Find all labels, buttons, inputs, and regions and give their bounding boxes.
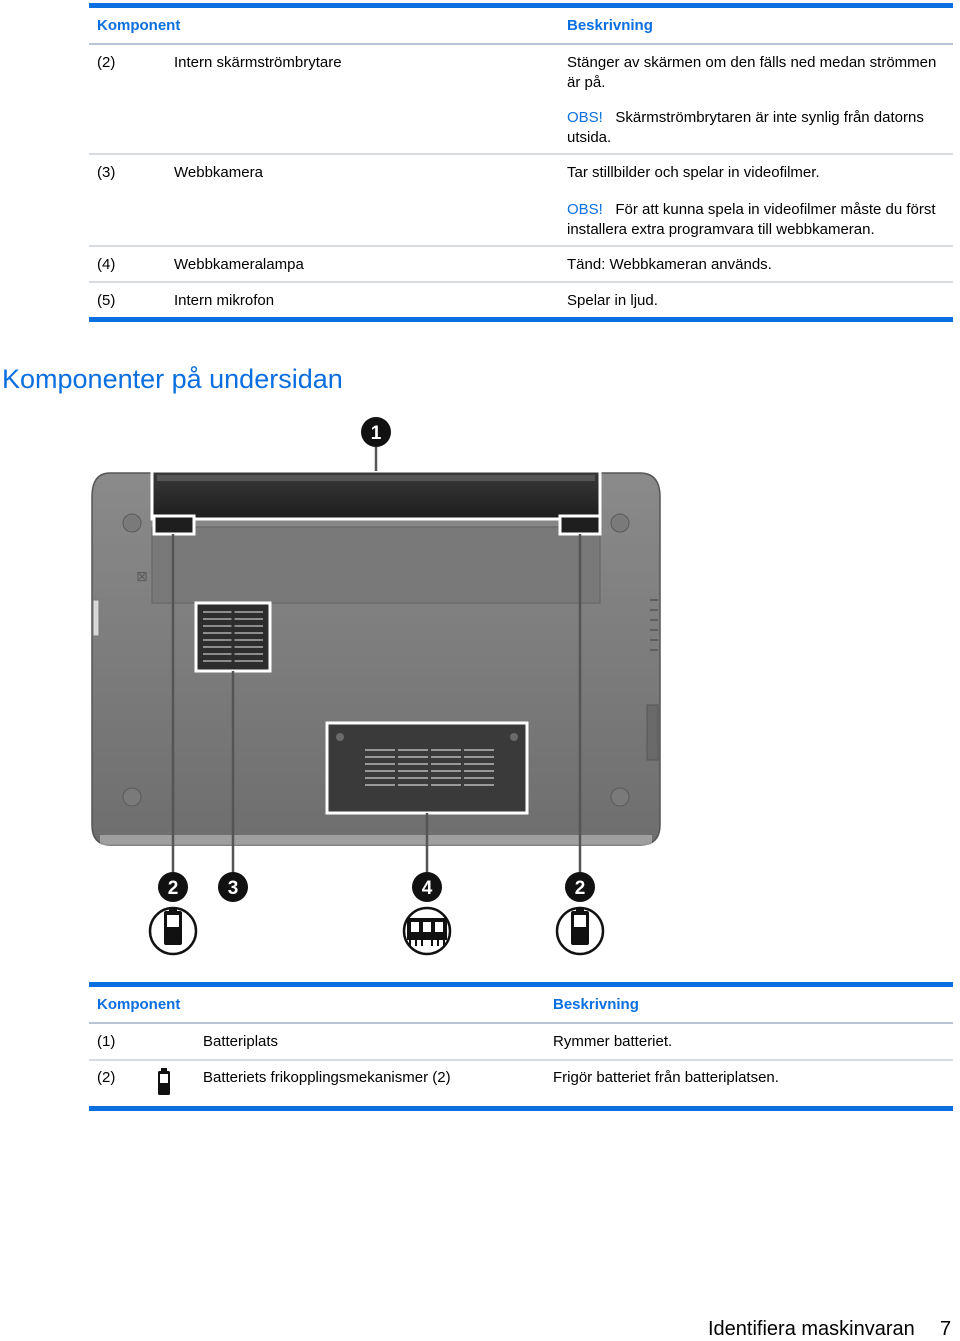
memory-compartment — [327, 723, 527, 813]
components-table-bottom — [89, 982, 953, 1117]
footer-page-number: 7 — [940, 1318, 952, 1340]
callout-3-label: 3 — [227, 878, 239, 899]
component-name: Intern skärmströmbrytare — [174, 54, 342, 71]
callout-2-left-label: 2 — [167, 878, 179, 899]
note-text: För att kunna spela in videofilmer måste du först installera extra programvara till webbkameran. — [567, 201, 936, 238]
component-description: Frigör batteriet från batteriplatsen. — [553, 1069, 779, 1086]
component-description: Stänger av skärmen om den fälls ned medan strömmen är på. — [567, 54, 937, 91]
row-number: (5) — [97, 292, 116, 309]
laptop-underside-diagram — [0, 405, 960, 960]
component-description: Rymmer batteriet. — [553, 1033, 673, 1050]
battery-icon — [157, 1068, 171, 1096]
svg-text:⊠: ⊠ — [136, 569, 148, 585]
component-name: Intern mikrofon — [174, 292, 275, 309]
callout-2-right-label: 2 — [574, 878, 586, 899]
row-number: (2) — [97, 1069, 116, 1086]
battery-release-latch-left — [154, 516, 194, 534]
component-note — [567, 108, 952, 148]
header-divider — [89, 1022, 953, 1024]
callout-1 — [361, 417, 391, 447]
components-table-top — [89, 3, 953, 325]
callout-4-label: 4 — [421, 878, 433, 899]
table-top-border — [89, 3, 953, 8]
column-header-component: Komponent — [97, 996, 181, 1013]
row-number: (1) — [97, 1033, 116, 1050]
row-divider — [89, 245, 953, 247]
component-name: Webbkamera — [174, 164, 263, 181]
row-divider — [89, 281, 953, 283]
callout-2-left — [158, 872, 188, 902]
callout-3 — [218, 872, 248, 902]
row-number: (3) — [97, 164, 116, 181]
component-description: Spelar in ljud. — [567, 292, 658, 309]
note-label: OBS! — [567, 201, 603, 218]
table-bottom-border — [89, 317, 953, 322]
battery-icon — [150, 907, 196, 954]
component-name: Batteriplats — [203, 1033, 279, 1050]
memory-icon — [404, 908, 450, 954]
header-divider — [89, 43, 953, 45]
row-number: (2) — [97, 54, 116, 71]
component-name: Webbkameralampa — [174, 256, 304, 273]
row-divider — [89, 1059, 953, 1061]
callout-1-label: 1 — [370, 423, 382, 444]
section-title: Komponenter på undersidan — [2, 364, 343, 394]
table-top-border — [89, 982, 953, 987]
component-note — [567, 200, 952, 240]
note-label: OBS! — [567, 109, 603, 126]
callout-2-right — [565, 872, 595, 902]
note-text: Skärmströmbrytaren är inte synlig från datorns utsida. — [567, 109, 924, 146]
component-description: Tar stillbilder och spelar in videofilmer. — [567, 164, 820, 181]
component-name: Batteriets frikopplingsmekanismer (2) — [203, 1069, 451, 1086]
column-header-description: Beskrivning — [567, 17, 653, 34]
row-divider — [89, 153, 953, 155]
table-bottom-border — [89, 1106, 953, 1111]
callout-4 — [412, 872, 442, 902]
battery-release-latch-right — [560, 516, 600, 534]
battery-icon — [557, 907, 603, 954]
battery-bay — [152, 471, 600, 519]
column-header-description: Beskrivning — [553, 996, 639, 1013]
component-description: Tänd: Webbkameran används. — [567, 256, 772, 273]
row-number: (4) — [97, 256, 116, 273]
footer-chapter-title: Identifiera maskinvaran — [708, 1318, 915, 1340]
column-header-component: Komponent — [97, 17, 181, 34]
vent — [196, 603, 270, 671]
